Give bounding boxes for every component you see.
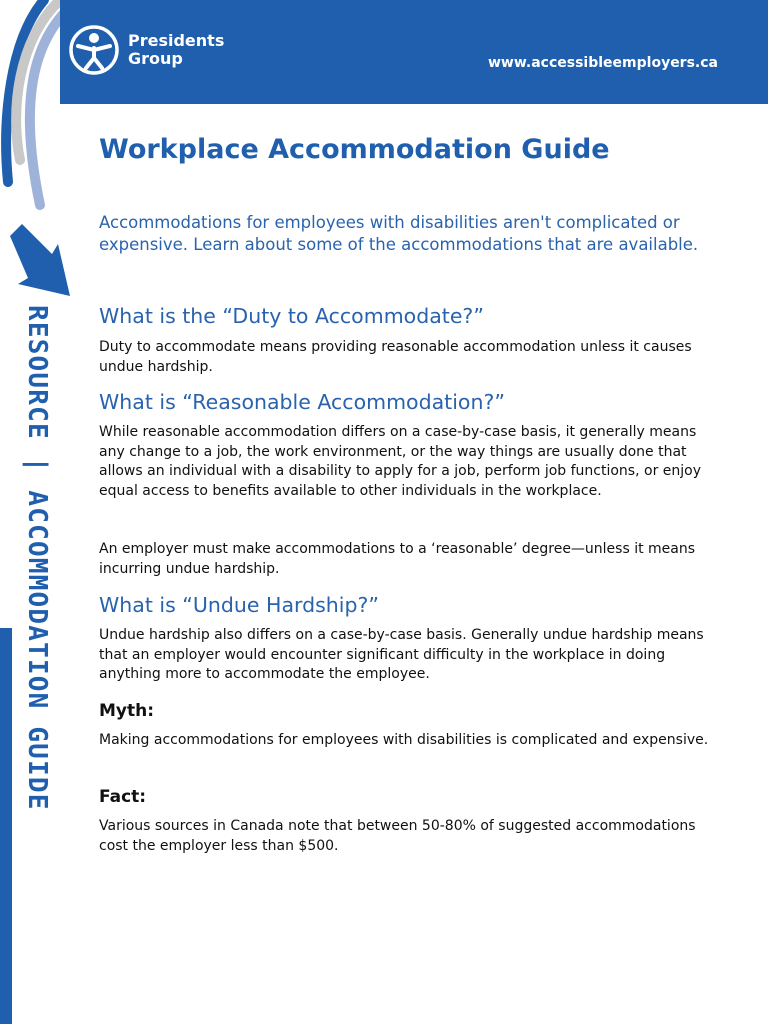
reasonable-body-2: An employer must make accommodations to a ‘reasonable’ degree—unless it means incurring undue hardship. — [99, 541, 696, 577]
left-blue-rail — [0, 628, 12, 1024]
myth-body: Making accommodations for employees with disabilities is complicated and expensive. — [99, 732, 709, 748]
site-url-link[interactable]: www.accessibleemployers.ca — [488, 55, 718, 71]
brand-line-2: Group — [128, 49, 183, 68]
myth-heading: Myth: — [99, 701, 155, 721]
duty-body: Duty to accommodate means providing reasonable accommodation unless it causes undue hardship. — [99, 339, 692, 375]
page-title: Workplace Accommodation Guide — [99, 134, 610, 165]
hardship-heading: What is “Undue Hardship?” — [99, 593, 379, 617]
duty-heading: What is the “Duty to Accommodate?” — [99, 304, 484, 328]
presidents-group-logo[interactable] — [68, 22, 224, 78]
reasonable-body-1: While reasonable accommodation differs on a case-by-case basis, it generally means any change to a job, the work environment, or the way things are usually done that allows an individual with a disability to apply for a job, perform job functions, or enjoy equal access to benefits available to other individuals in the workplace. — [99, 424, 701, 499]
reasonable-heading: What is “Reasonable Accommodation?” — [99, 390, 505, 414]
brand-name — [128, 32, 224, 68]
hardship-body: Undue hardship also differs on a case-by-case basis. Generally undue hardship means that an employer would encounter significant difficulty in the workplace in doing anything more to accommodate the employee. — [99, 627, 704, 682]
side-banner — [20, 305, 54, 985]
brand-line-1: Presidents — [128, 31, 225, 50]
arrow-down-right-icon — [10, 224, 70, 296]
person-logo-icon — [68, 24, 120, 76]
fact-heading: Fact: — [99, 787, 147, 807]
side-banner-text: RESOURCE | ACCOMMODATION GUIDE — [22, 305, 52, 811]
intro-paragraph: Accommodations for employees with disabilities aren't complicated or expensive. Learn about some of the accommodations that are available. — [99, 213, 699, 254]
fact-body: Various sources in Canada note that between 50-80% of suggested accommodations cost the employer less than $500. — [99, 818, 696, 854]
